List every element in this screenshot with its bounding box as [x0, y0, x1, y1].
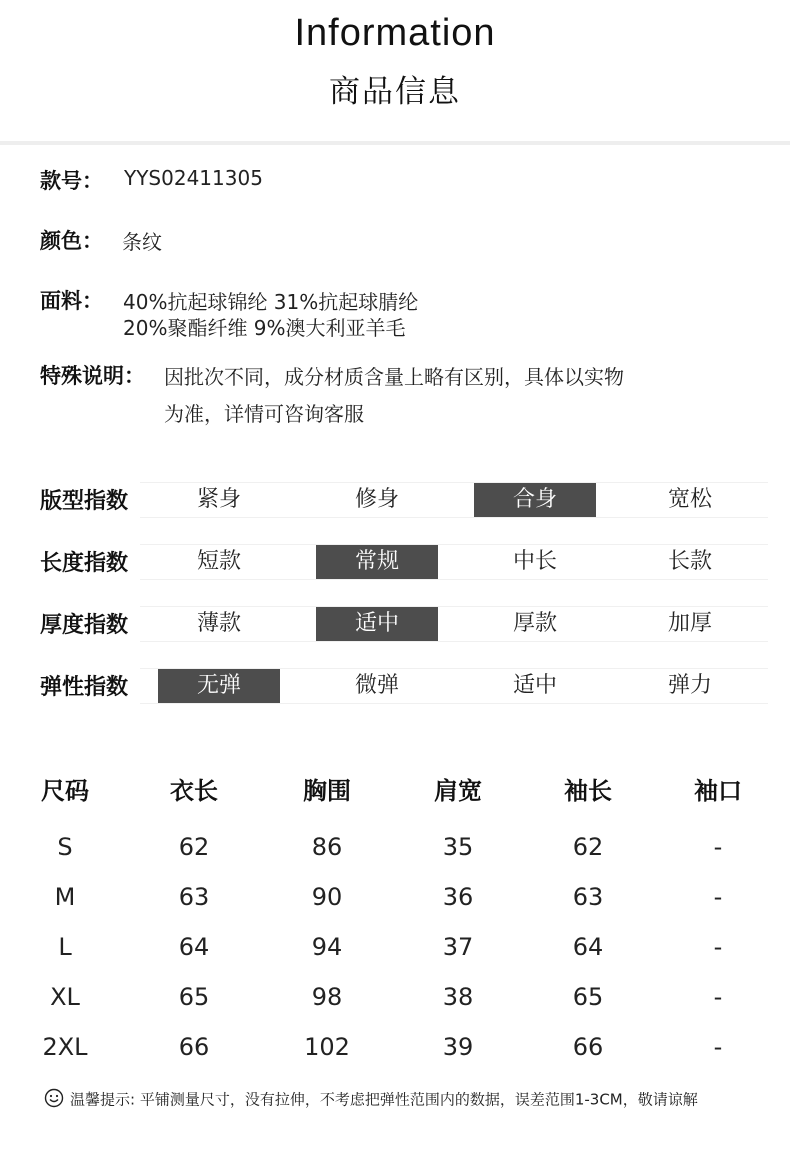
fit-index-option: 紧身 — [196, 487, 241, 512]
elasticity-index-option-selected: 无弹 — [158, 669, 280, 703]
fit-index-row — [40, 482, 768, 518]
cell-sleeve: 64 — [572, 933, 604, 961]
cell-cuff: - — [713, 883, 723, 911]
length-index-label: 长度指数 — [40, 551, 129, 576]
cell-cuff: - — [713, 933, 723, 961]
header-chest: 胸围 — [303, 777, 351, 805]
elasticity-index-row — [40, 668, 768, 704]
cell-size: M — [54, 883, 76, 911]
thickness-index-row — [40, 606, 768, 642]
cell-cuff: - — [713, 833, 723, 861]
length-index-option: 短款 — [196, 549, 241, 574]
header-size: 尺码 — [41, 777, 89, 805]
cell-size: S — [57, 833, 73, 861]
style-number-value: YYS02411305 — [124, 166, 263, 190]
cell-chest: 94 — [311, 933, 343, 961]
tip-text: 温馨提示: 平铺测量尺寸，没有拉伸，不考虑把弹性范围内的数据，误差范围1-3CM，敬请谅解 — [70, 1090, 698, 1109]
special-note-label: 特殊说明： — [40, 364, 145, 388]
elasticity-index-option: 微弹 — [354, 673, 399, 698]
cell-length: 65 — [178, 983, 210, 1011]
elasticity-index-option: 弹力 — [667, 673, 712, 698]
special-note-row — [40, 360, 624, 426]
cell-length: 64 — [178, 933, 210, 961]
cell-length: 63 — [178, 883, 210, 911]
cell-size: L — [58, 933, 72, 961]
thickness-index-option-selected: 适中 — [316, 607, 438, 641]
cell-shoulder: 37 — [442, 933, 474, 961]
cell-chest: 98 — [311, 983, 343, 1011]
smile-icon — [44, 1088, 64, 1112]
special-note-line1: 因批次不同，成分材质含量上略有区别，具体以实物 — [164, 365, 624, 389]
fit-index-track — [140, 482, 768, 518]
cell-shoulder: 39 — [442, 1033, 474, 1061]
special-note-line2: 为准，详情可咨询客服 — [164, 402, 364, 426]
thickness-index-track — [140, 606, 768, 642]
color-label: 颜色： — [40, 229, 103, 253]
header-shoulder: 肩宽 — [434, 777, 482, 805]
fit-index-option: 修身 — [354, 487, 399, 512]
fabric-value-line1: 40%抗起球锦纶 31%抗起球腈纶 — [123, 290, 419, 314]
cell-cuff: - — [713, 983, 723, 1011]
header-length: 衣长 — [170, 777, 218, 805]
length-index-option-selected: 常规 — [316, 545, 438, 579]
elasticity-index-track — [140, 668, 768, 704]
elasticity-index-option: 适中 — [512, 673, 557, 698]
thickness-index-label: 厚度指数 — [40, 613, 129, 638]
cell-sleeve: 63 — [572, 883, 604, 911]
color-value: 条纹 — [122, 230, 162, 254]
cell-sleeve: 65 — [572, 983, 604, 1011]
cell-shoulder: 35 — [442, 833, 474, 861]
title-english: Information — [294, 12, 496, 54]
elasticity-index-label: 弹性指数 — [40, 675, 129, 700]
cell-sleeve: 62 — [572, 833, 604, 861]
cell-cuff: - — [713, 1033, 723, 1061]
title-chinese: 商品信息 — [329, 74, 461, 110]
fit-index-option-selected: 合身 — [474, 483, 596, 517]
thickness-index-option: 薄款 — [196, 611, 241, 636]
cell-size: XL — [50, 983, 80, 1011]
style-number-row — [40, 165, 263, 195]
length-index-option: 中长 — [512, 549, 557, 574]
cell-chest: 90 — [311, 883, 343, 911]
header-divider — [0, 141, 790, 145]
thickness-index-option: 加厚 — [667, 611, 712, 636]
thickness-index-option: 厚款 — [512, 611, 557, 636]
cell-chest: 86 — [311, 833, 343, 861]
info-header — [0, 0, 790, 140]
header-sleeve: 袖长 — [564, 777, 612, 805]
cell-chest: 102 — [304, 1033, 350, 1061]
length-index-option: 长款 — [667, 549, 712, 574]
fabric-value-line2: 20%聚酯纤维 9%澳大利亚羊毛 — [123, 316, 406, 340]
cell-size: 2XL — [42, 1033, 88, 1061]
fabric-label: 面料： — [40, 289, 103, 313]
cell-shoulder: 38 — [442, 983, 474, 1011]
style-number-label: 款号： — [40, 169, 103, 193]
fabric-row — [40, 285, 419, 340]
cell-length: 62 — [178, 833, 210, 861]
tip-row — [44, 1088, 698, 1112]
length-index-track — [140, 544, 768, 580]
fit-index-option: 宽松 — [667, 487, 712, 512]
color-row — [40, 225, 162, 255]
cell-length: 66 — [178, 1033, 210, 1061]
header-cuff: 袖口 — [694, 777, 742, 805]
cell-shoulder: 36 — [442, 883, 474, 911]
fit-index-label: 版型指数 — [40, 489, 129, 514]
cell-sleeve: 66 — [572, 1033, 604, 1061]
length-index-row — [40, 544, 768, 580]
